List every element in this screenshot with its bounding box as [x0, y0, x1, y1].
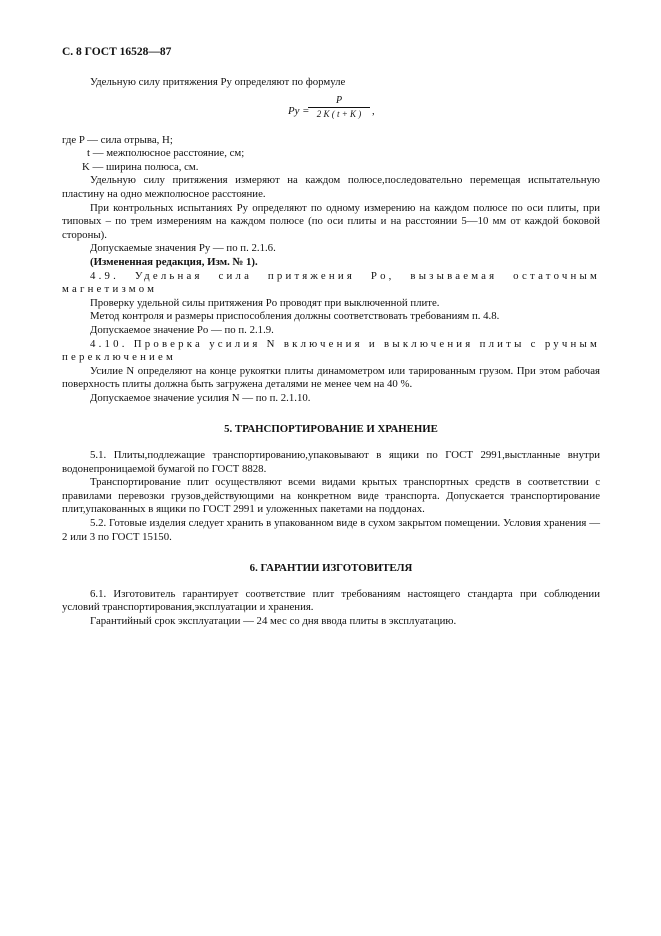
formula-fraction [308, 94, 370, 121]
paragraph: При контрольных испытаниях Pу определяют по одному измерению на каждом полюсе по оси плиты, при типовых – по трем измерениям на каждом полюсе (по оси плиты и на расстоянии 5—10 мм от каждой боковой стороны). [62, 201, 600, 241]
paragraph: Транспортирование плит осуществляют всеми видами крытых транспортных средств в соответствии с правилами перевозки грузов,действующими на конкретном виде транспорта. Допускается транспортирование плит,упакованных в ящики по ГОСТ 2991 и уложенных пакетами на поддонах. [62, 476, 600, 516]
formula-denominator: 2 K ( t + K ) [316, 108, 362, 119]
paragraph: Проверку удельной силы притяжения Pо проводят при выключенной плите. [90, 296, 440, 309]
paragraph: 5.1. Плиты,подлежащие транспортированию,упаковывают в ящики по ГОСТ 2991,выстланные внутри водонепроницаемой бумагой по ГОСТ 8828. [62, 449, 600, 475]
paragraph: Удельную силу притяжения измеряют на каждом полюсе,последовательно перемещая испытательную пластину на одно межполюсное расстояние. [62, 174, 600, 200]
formula [62, 90, 600, 134]
page-header: С. 8 ГОСТ 16528—87 [62, 46, 172, 58]
definition-k: K — ширина полюса, см. [82, 160, 199, 173]
paragraph: 6.1. Изготовитель гарантирует соответствие плит требованиям настоящего стандарта при соблюдении условий транспортирования,эксплуатации и хранения. [62, 587, 600, 614]
paragraph: Усилие N определяют на конце рукоятки плиты динамометром или тарированным грузом. При этом рабочая поверхность плиты должна быть загружена деталями не менее чем на 40 %. [62, 364, 600, 391]
paragraph: 5.2. Готовые изделия следует хранить в упакованном виде в сухом закрытом помещении. Условия хранения — 2 или 3 по ГОСТ 15150. [62, 517, 600, 543]
formula-lhs: Pу = [288, 104, 310, 117]
section-heading-5: 5. ТРАНСПОРТИРОВАНИЕ И ХРАНЕНИЕ [224, 423, 438, 436]
paragraph: Допускаемое значение Pо — по п. 2.1.9. [90, 323, 274, 336]
definition-p: где P — сила отрыва, Н; [62, 133, 173, 146]
clause-heading-4-9: 4.9. Удельная сила притяжения Pо, вызываемая остаточным магнетизмом [62, 269, 600, 296]
definition-t: t — межполюсное расстояние, см; [87, 147, 245, 160]
section-heading-6: 6. ГАРАНТИИ ИЗГОТОВИТЕЛЯ [249, 562, 413, 575]
paragraph: Допускаемые значения Pу — по п. 2.1.6. [90, 242, 276, 255]
paragraph: Допускаемое значение усилия N — по п. 2.1.10. [90, 391, 311, 404]
amendment-note: (Измененная редакция, Изм. № 1). [90, 255, 258, 268]
document-body [62, 76, 600, 629]
formula-numerator: P [308, 94, 370, 108]
paragraph: Метод контроля и размеры приспособления должны соответствовать требованиям п. 4.8. [90, 310, 500, 323]
formula-end: , [372, 104, 375, 117]
clause-heading-4-10: 4.10. Проверка усилия N включения и выключения плиты с ручным переключением [62, 337, 600, 364]
paragraph: Гарантийный срок эксплуатации — 24 мес со дня ввода плиты в эксплуатацию. [90, 615, 457, 627]
paragraph-formula-intro: Удельную силу притяжения Pу определяют по формуле [90, 76, 346, 88]
